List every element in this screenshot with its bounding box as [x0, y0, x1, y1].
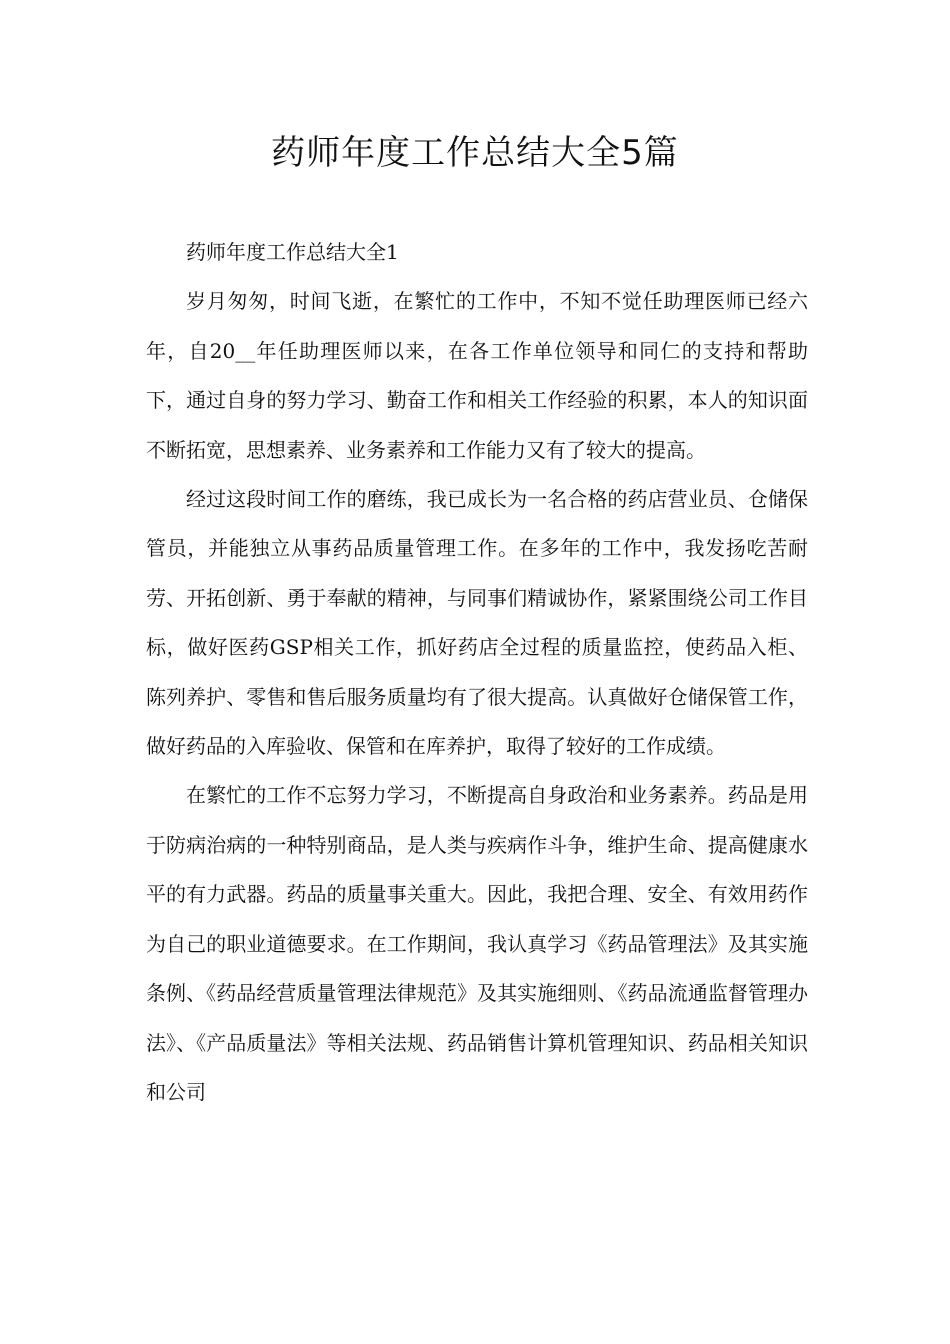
- section-heading: 药师年度工作总结大全1: [186, 240, 399, 264]
- paragraph: 经过这段时间工作的磨练，我已成长为一名合格的药店营业员、仓储保管员，并能独立从事药品质量管理工作。在多年的工作中，我发扬吃苦耐劳、开拓创新、勇于奉献的精神，与同事们精诚协作，紧紧围绕公司工作目标，做好医药GSP相关工作，抓好药店全过程的质量监控，使药品入柜、陈列养护、零售和售后服务质量均有了很大提高。认真做好仓储保管工作，做好药品的入库验收、保管和在库养护，取得了较好的工作成绩。: [146, 487, 808, 759]
- document-body: [146, 228, 808, 1117]
- paragraph: 岁月匆匆，时间飞逝，在繁忙的工作中，不知不觉任助理医师已经六年，自20__年任助理医师以来，在各工作单位领导和同仁的支持和帮助下，通过自身的努力学习、勤奋工作和相关工作经验的积累，本人的知识面不断拓宽，思想素养、业务素养和工作能力又有了较大的提高。: [146, 289, 808, 462]
- paragraph: 在繁忙的工作不忘努力学习，不断提高自身政治和业务素养。药品是用于防病治病的一种特别商品，是人类与疾病作斗争，维护生命、提高健康水平的有力武器。药品的质量事关重大。因此，我把合理、安全、有效用药作为自己的职业道德要求。在工作期间，我认真学习《药品管理法》及其实施条例、《药品经营质量管理法律规范》及其实施细则、《药品流通监督管理办法》、《产品质量法》等相关法规、药品销售计算机管理知识、药品相关知识和公司: [146, 783, 808, 1104]
- document-title: 药师年度工作总结大全5篇: [271, 133, 679, 173]
